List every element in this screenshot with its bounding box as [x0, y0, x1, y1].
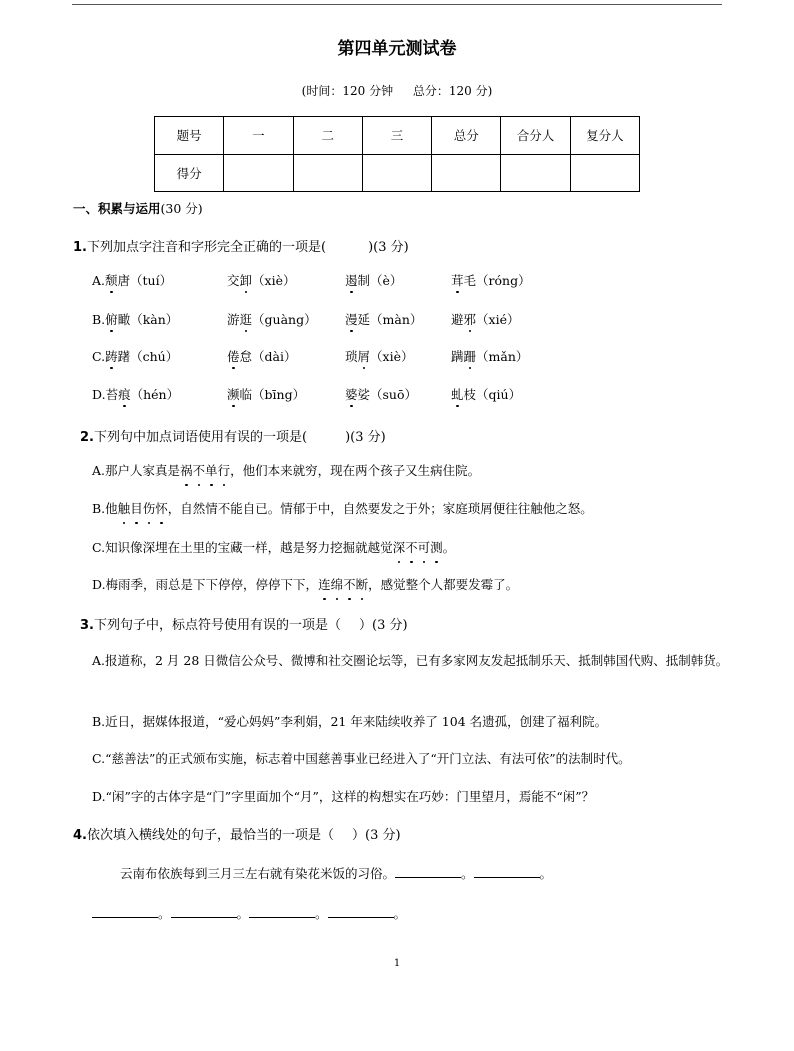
- word-pinyin: 唐（tuí）: [117, 273, 173, 288]
- q1-option-word: [451, 347, 528, 365]
- option-text: D.梅雨季，雨总是下下停停，停停下下，: [92, 577, 319, 592]
- score-table-row: [155, 154, 640, 192]
- section-title: 一、积累与运用: [73, 201, 161, 216]
- option-label: B.: [92, 312, 106, 327]
- question-number: 2.: [80, 430, 94, 445]
- word-pinyin: 制（è）: [357, 273, 403, 288]
- dotted-char: 伤: [143, 498, 156, 520]
- question-2-stem: [80, 426, 386, 445]
- word-pinyin: 枝（qiú）: [463, 387, 522, 402]
- question-number: 4.: [73, 828, 87, 843]
- dotted-char: 漫: [345, 312, 358, 327]
- q3-option-b[interactable]: B.近日，据媒体报道，“爱心妈妈”李利娟，21 年来陆续收养了 104 名遗孤，创建了福利院。: [92, 714, 608, 729]
- header-cell: 复分人: [570, 117, 639, 155]
- word-pinyin: （xié）: [476, 312, 520, 327]
- word-pinyin: 瞰（kàn）: [117, 312, 179, 327]
- header-cell: 题号: [155, 117, 224, 155]
- score-cell[interactable]: [224, 154, 293, 192]
- q1-option-word: [227, 271, 295, 289]
- word-text: 避: [451, 312, 464, 327]
- dotted-char: 怀: [155, 498, 168, 520]
- question-text: 下列加点字注音和字形完全正确的一项是(: [86, 240, 327, 255]
- dotted-char: 测: [430, 537, 443, 559]
- section-heading: [73, 199, 203, 217]
- q1-option-word: [227, 385, 305, 403]
- dotted-char: 触: [118, 498, 131, 520]
- dotted-char: 跚: [463, 349, 477, 364]
- question-3-stem: [80, 614, 408, 633]
- q2-option[interactable]: [92, 460, 732, 482]
- dotted-char: 不: [405, 537, 418, 559]
- q1-option-word: [227, 310, 317, 328]
- q1-option-word: [451, 310, 519, 328]
- dotted-char: 倦: [227, 349, 240, 364]
- q1-option-word: [345, 310, 422, 328]
- passage-text: 云南布依族每到三月三左右就有染花米饭的习俗。: [120, 866, 396, 881]
- q3-option-d[interactable]: D.“闲”字的古体字是“门”字里面加个“月”，这样的构想实在巧妙：门里望月，焉能不“闲”？: [92, 789, 595, 804]
- dotted-char: 卸: [239, 273, 253, 288]
- dotted-char: 俯: [105, 312, 118, 327]
- dotted-char: 婆: [345, 387, 358, 402]
- exam-total: 总分：120 分): [412, 84, 493, 98]
- option-label: D.: [92, 387, 106, 402]
- option-text: C.知识像深埋在土里的宝藏一样，越是努力挖掘就越觉: [92, 540, 393, 555]
- question-text: 下列句中加点词语使用有误的一项是(: [93, 430, 308, 445]
- dotted-char: 虬: [451, 387, 464, 402]
- dotted-char: 断: [356, 574, 369, 596]
- fill-blank[interactable]: [395, 865, 461, 878]
- option-text: ，自然情不能自已。情郁于中，自然要发之于外；家庭琐屑便往往触他之怒。: [167, 501, 593, 516]
- word-pinyin: 延（màn）: [357, 312, 423, 327]
- dotted-char: 祸: [180, 460, 193, 482]
- fill-blank[interactable]: [328, 905, 394, 918]
- dotted-char: 屑: [357, 349, 371, 364]
- q1-option-word: [451, 271, 531, 289]
- dotted-char: 濒: [227, 387, 240, 402]
- option-text: ，感觉整个人都要发霉了。: [368, 577, 519, 592]
- exam-meta: [0, 82, 794, 99]
- word-pinyin: （xiè）: [370, 349, 414, 364]
- q1-option-word[interactable]: [92, 347, 178, 365]
- option-label: C.: [92, 349, 106, 364]
- q1-option-word: [345, 385, 417, 403]
- dotted-char: 单: [205, 460, 218, 482]
- question-points: ）(3 分): [352, 828, 401, 843]
- question-points: ）(3 分): [359, 618, 408, 633]
- option-text: 。: [442, 540, 456, 555]
- period: 。: [461, 866, 474, 881]
- word-text: 苔: [105, 387, 119, 402]
- score-cell[interactable]: [362, 154, 431, 192]
- dotted-phrase: [393, 540, 443, 555]
- question-text: 依次填入横线处的句子，最恰当的一项是（: [86, 828, 334, 843]
- q1-option-word[interactable]: [92, 385, 179, 403]
- section-points: (30 分): [160, 201, 203, 216]
- score-table: [154, 116, 640, 192]
- header-cell: 总分: [432, 117, 501, 155]
- question-points: )(3 分): [368, 240, 409, 255]
- question-points: )(3 分): [345, 430, 386, 445]
- dotted-char: 深: [393, 537, 406, 559]
- period: 。: [158, 906, 171, 921]
- dotted-phrase: [318, 577, 368, 592]
- dotted-char: 痕: [118, 387, 131, 402]
- option-text: B.他: [92, 501, 118, 516]
- fill-blank[interactable]: [92, 905, 158, 918]
- option-text: ，他们本来就穷，现在两个孩子又生病住院。: [230, 463, 481, 478]
- fill-blank[interactable]: [249, 905, 315, 918]
- score-cell[interactable]: [293, 154, 362, 192]
- score-cell[interactable]: [432, 154, 501, 192]
- q2-option[interactable]: [92, 574, 732, 596]
- period: 。: [236, 906, 250, 921]
- header-cell: 一: [224, 117, 293, 155]
- word-pinyin: 怠（dài）: [239, 349, 297, 364]
- period: 。: [315, 906, 328, 921]
- exam-time: (时间：120 分钟: [301, 84, 394, 98]
- question-4-stem: [73, 824, 401, 843]
- dotted-char: 颓: [105, 273, 118, 288]
- q3-option-c[interactable]: C.“慈善法”的正式颁布实施，标志着中国慈善事业已经进入了“开门立法、有法可依”的法制时代。: [92, 751, 631, 766]
- header-cell: 合分人: [501, 117, 570, 155]
- q1-option-word: [345, 347, 413, 365]
- word-text: 蹒: [451, 349, 464, 364]
- word-pinyin: （hén）: [130, 387, 180, 402]
- score-cell[interactable]: [501, 154, 570, 192]
- dotted-char: 遏: [345, 273, 358, 288]
- word-pinyin: 躇（chú）: [117, 349, 179, 364]
- score-cell[interactable]: [570, 154, 639, 192]
- dotted-char: 连: [318, 574, 331, 596]
- question-number: 3.: [80, 618, 94, 633]
- q1-option-word[interactable]: [92, 310, 178, 328]
- option-text: A.那户人家真是: [92, 463, 181, 478]
- q1-option-word: [345, 271, 402, 289]
- page-number: 1: [393, 958, 401, 969]
- q4-passage-line-1: [120, 864, 552, 882]
- q3-option-a[interactable]: A.报道称，2 月 28 日微信公众号、微博和社交圈论坛等，已有多家网友发起抵制乐天、抵制韩国代购、抵制韩货。: [92, 653, 729, 668]
- word-pinyin: （xiè）: [252, 273, 296, 288]
- word-text: 交: [227, 273, 240, 288]
- word-pinyin: 临（bīng）: [239, 387, 306, 402]
- period: 。: [393, 906, 407, 921]
- dotted-char: 不: [193, 460, 206, 482]
- dotted-phrase: [118, 501, 168, 516]
- q1-option-word[interactable]: [92, 271, 172, 289]
- q1-option-word: [451, 385, 521, 403]
- top-rule: [72, 4, 722, 5]
- fill-blank[interactable]: [474, 865, 540, 878]
- word-pinyin: 娑（suō）: [357, 387, 418, 402]
- fill-blank[interactable]: [171, 905, 237, 918]
- dotted-char: 可: [418, 537, 431, 559]
- dotted-char: 行: [218, 460, 231, 482]
- question-number: 1.: [73, 240, 87, 255]
- question-text: 下列句子中，标点符号使用有误的一项是（: [93, 618, 341, 633]
- option-label: A.: [92, 273, 106, 288]
- word-text: 游: [227, 312, 240, 327]
- dotted-phrase: [180, 463, 230, 478]
- dotted-char: 绵: [331, 574, 344, 596]
- q4-passage-line-2: [92, 904, 406, 922]
- dotted-char: 逛: [239, 312, 253, 327]
- row-label: 得分: [155, 154, 224, 192]
- dotted-char: 邪: [463, 312, 477, 327]
- q1-option-word: [227, 347, 296, 365]
- page-title: 第四单元测试卷: [337, 39, 457, 59]
- q2-option[interactable]: [92, 498, 732, 520]
- header-cell: 二: [293, 117, 362, 155]
- word-pinyin: 毛（róng）: [463, 273, 531, 288]
- word-pinyin: （guàng）: [252, 312, 317, 327]
- question-1-stem: [73, 236, 409, 255]
- word-pinyin: （mǎn）: [476, 349, 529, 364]
- dotted-char: 目: [130, 498, 143, 520]
- period: 。: [539, 866, 553, 881]
- header-cell: 三: [362, 117, 431, 155]
- score-table-header: [155, 117, 640, 155]
- dotted-char: 茸: [451, 273, 464, 288]
- dotted-char: 踌: [105, 349, 118, 364]
- q2-option[interactable]: [92, 537, 732, 559]
- word-text: 琐: [345, 349, 358, 364]
- dotted-char: 不: [343, 574, 356, 596]
